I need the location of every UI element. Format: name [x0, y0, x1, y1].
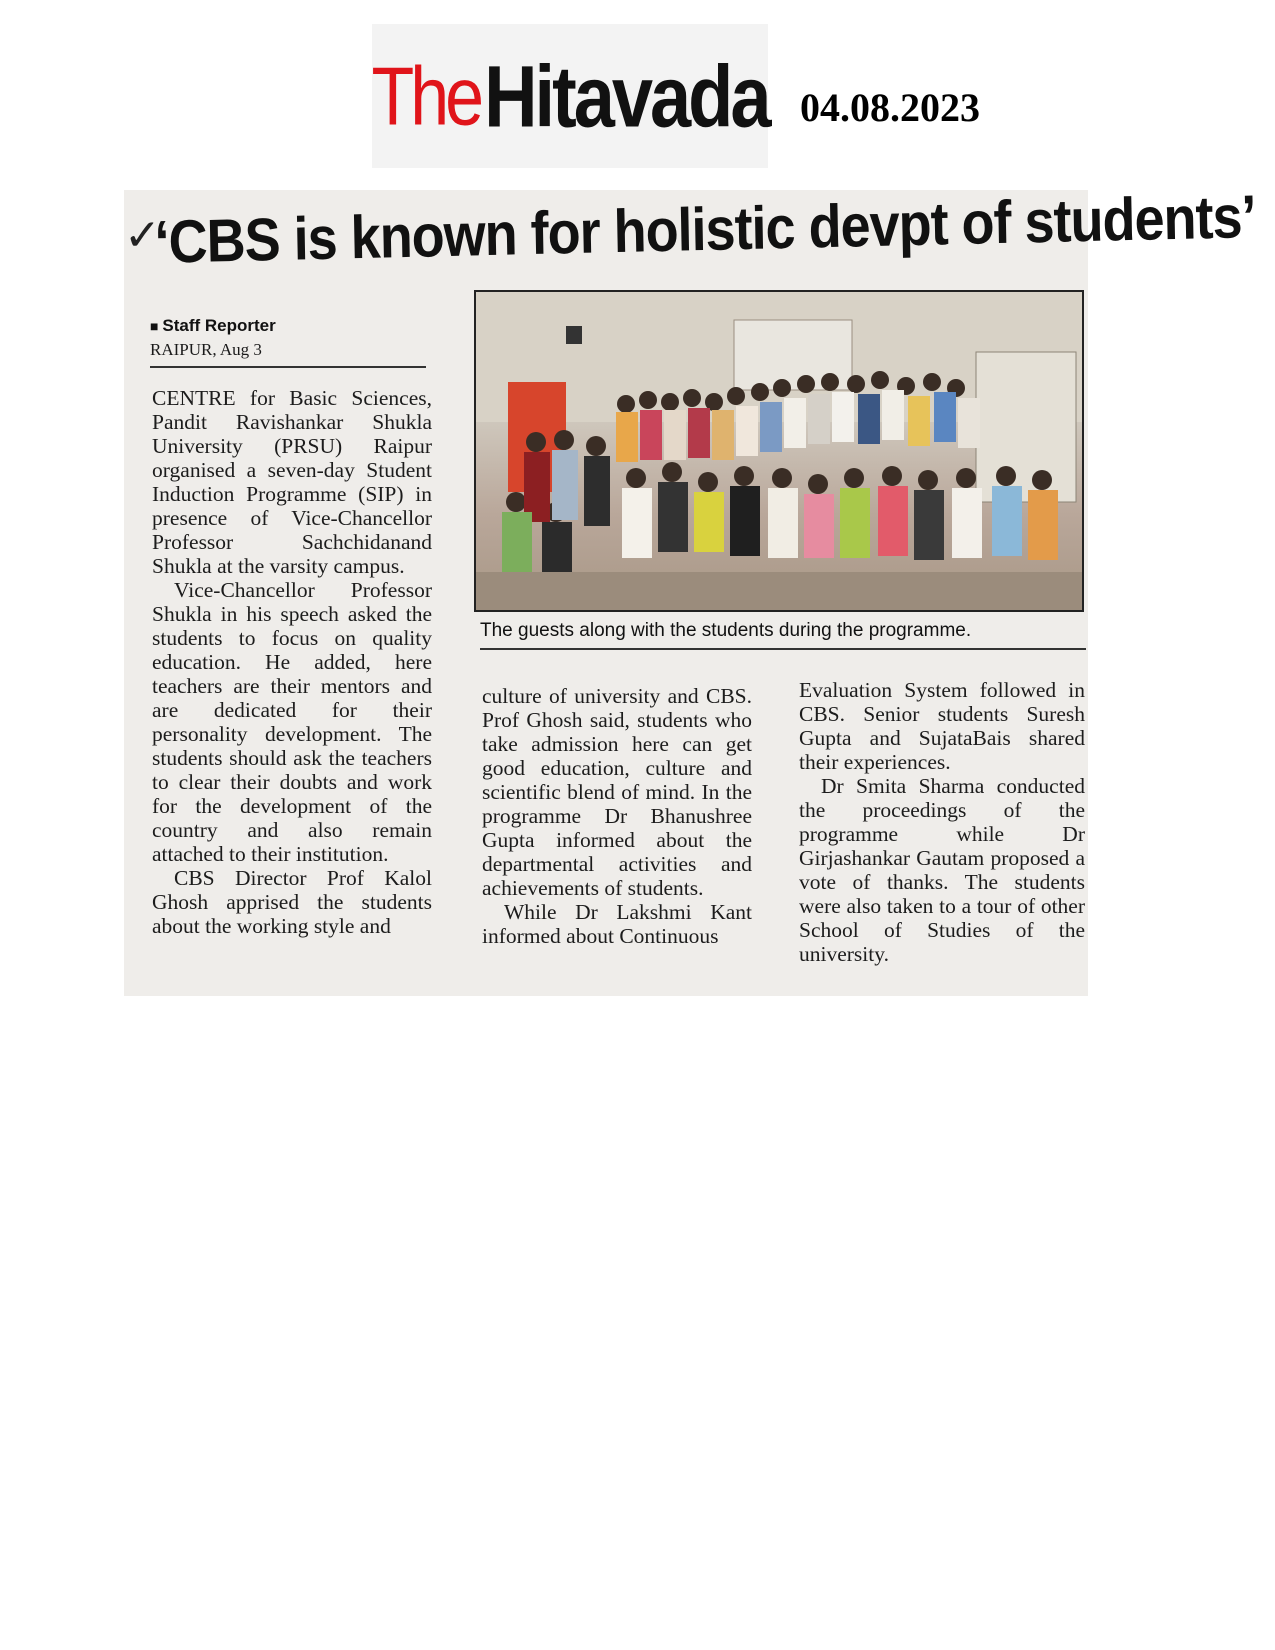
logo-the-text: The — [371, 49, 481, 143]
checkmark-icon: ✓ — [124, 210, 161, 261]
article-column-1 — [152, 386, 432, 938]
dateline: RAIPUR, Aug 3 — [150, 340, 262, 359]
article-headline: ‘CBS is known for holistic devpt of students’ — [154, 183, 1257, 277]
logo-name-text: Hitavada — [484, 47, 769, 145]
group-photo — [474, 290, 1084, 612]
group-photo-illustration — [476, 292, 1082, 610]
paragraph: CBS Director Prof Kalol Ghosh apprised the students about the working style and — [152, 866, 432, 938]
byline-author: ■ Staff Reporter — [150, 316, 426, 336]
paragraph: While Dr Lakshmi Kant informed about Continuous — [482, 900, 752, 948]
paragraph: CENTRE for Basic Sciences, Pandit Ravishankar Shukla University (PRSU) Raipur organised a seven-day Student Induction Programme (SIP) in presence of Vice-Chancellor Professor Sachchidanand Shukla at the varsity campus. — [152, 386, 432, 578]
article-column-2 — [482, 684, 752, 948]
publication-date: 04.08.2023 — [800, 85, 980, 130]
photo-caption: The guests along with the students during the programme. — [480, 620, 1086, 650]
newspaper-logo — [372, 24, 768, 168]
paragraph: Vice-Chancellor Professor Shukla in his speech asked the students to focus on quality education. He added, here teachers are their mentors and are dedicated for their personality development. The students should ask the teachers to clear their doubts and work for the development of the country and also remain attached to their institution. — [152, 578, 432, 866]
paragraph: culture of university and CBS. Prof Ghosh said, students who take admission here can get good education, culture and scientific blend of mind. In the programme Dr Bhanushree Gupta informed about the departmental activities and achievements of students. — [482, 684, 752, 900]
byline — [150, 316, 426, 368]
article-column-3 — [799, 678, 1085, 966]
paragraph: Evaluation System followed in CBS. Senior students Suresh Gupta and SujataBais shared their experiences. — [799, 678, 1085, 774]
news-clipping — [124, 183, 1257, 996]
paragraph: Dr Smita Sharma conducted the proceedings of the programme while Dr Girjashankar Gautam proposed a vote of thanks. The students were also taken to a tour of other School of Studies of the university. — [799, 774, 1085, 966]
